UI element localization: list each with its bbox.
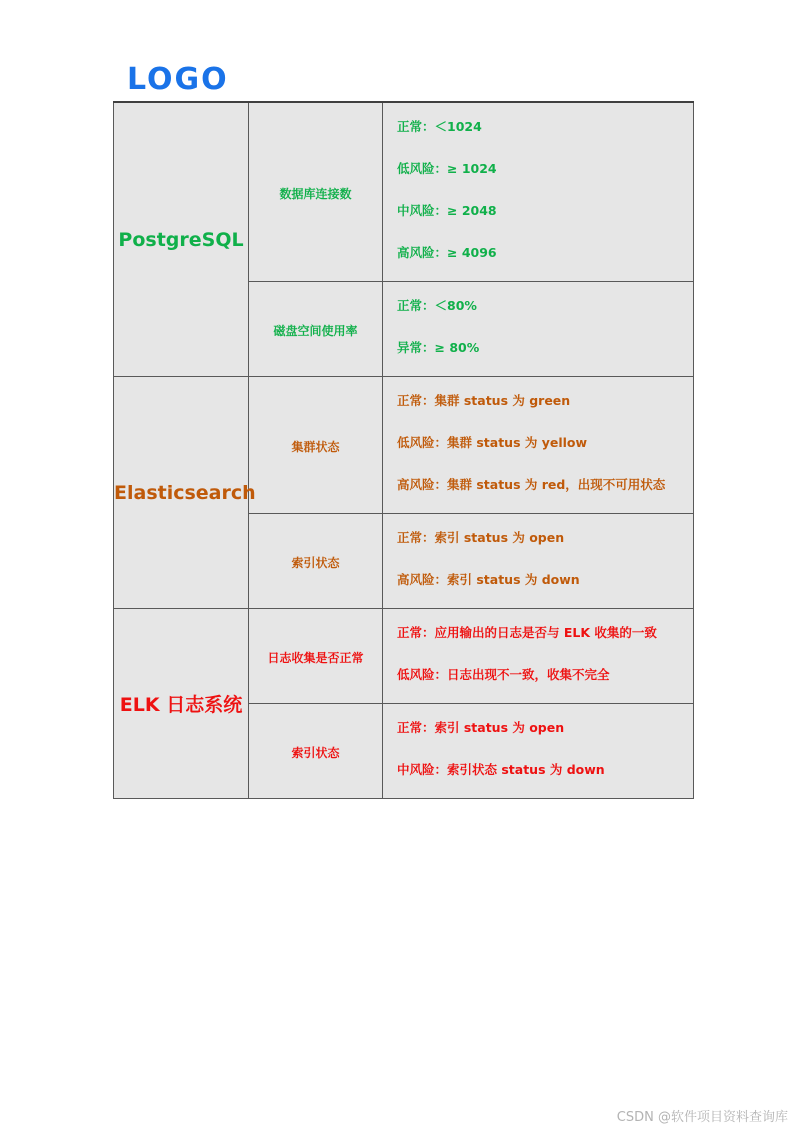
metric-cell [249, 282, 383, 377]
system-name: Elasticsearch [114, 481, 256, 504]
metric-name: 数据库连接数 [279, 186, 352, 201]
metric-name: 磁盘空间使用率 [273, 323, 358, 338]
rule-text: 低风险：集群 status 为 yellow [397, 435, 588, 450]
system-name: PostgreSQL [118, 228, 244, 251]
watermark: CSDN @软件项目资料查询库 [616, 1110, 788, 1125]
system-cell-elasticsearch [114, 377, 256, 609]
metric-cell [249, 377, 383, 514]
rule-text: 高风险：索引 status 为 down [397, 572, 580, 587]
metric-name: 索引状态 [291, 555, 340, 570]
rule-text: 中风险：索引状态 status 为 down [397, 762, 605, 777]
rule-text: 正常：＜80% [397, 298, 477, 313]
metric-cell [249, 704, 383, 799]
rules-cell [383, 514, 694, 609]
system-name: ELK 日志系统 [119, 694, 243, 716]
rules-cell [383, 102, 694, 282]
rule-text: 高风险：≥ 4096 [397, 245, 497, 260]
system-cell-elk [114, 609, 249, 799]
rules-cell [383, 704, 694, 799]
system-cell-postgresql [114, 102, 249, 377]
metric-name: 集群状态 [291, 439, 340, 454]
rule-text: 异常：≥ 80% [397, 340, 480, 355]
rule-text: 正常：＜1024 [397, 119, 482, 134]
rules-cell [383, 282, 694, 377]
metric-cell [249, 609, 383, 704]
table-row [114, 377, 694, 514]
rules-cell [383, 609, 694, 704]
rule-text: 低风险：日志出现不一致，收集不完全 [397, 667, 610, 682]
rule-text: 正常：集群 status 为 green [397, 393, 571, 408]
rule-text: 低风险：≥ 1024 [397, 161, 497, 176]
rule-text: 正常：应用输出的日志是否与 ELK 收集的一致 [397, 625, 657, 640]
rule-text: 高风险：集群 status 为 red，出现不可用状态 [397, 477, 666, 492]
logo: LOGO [127, 62, 229, 97]
table-row [114, 102, 694, 282]
metric-name: 索引状态 [291, 745, 340, 760]
rules-cell [383, 377, 694, 514]
metric-name: 日志收集是否正常 [267, 650, 364, 665]
rule-text: 正常：索引 status 为 open [397, 530, 565, 545]
rule-text: 正常：索引 status 为 open [397, 720, 565, 735]
metric-cell [249, 102, 383, 282]
metric-cell [249, 514, 383, 609]
monitoring-criteria-table [113, 101, 694, 799]
table-row [114, 609, 694, 704]
rule-text: 中风险：≥ 2048 [397, 203, 497, 218]
